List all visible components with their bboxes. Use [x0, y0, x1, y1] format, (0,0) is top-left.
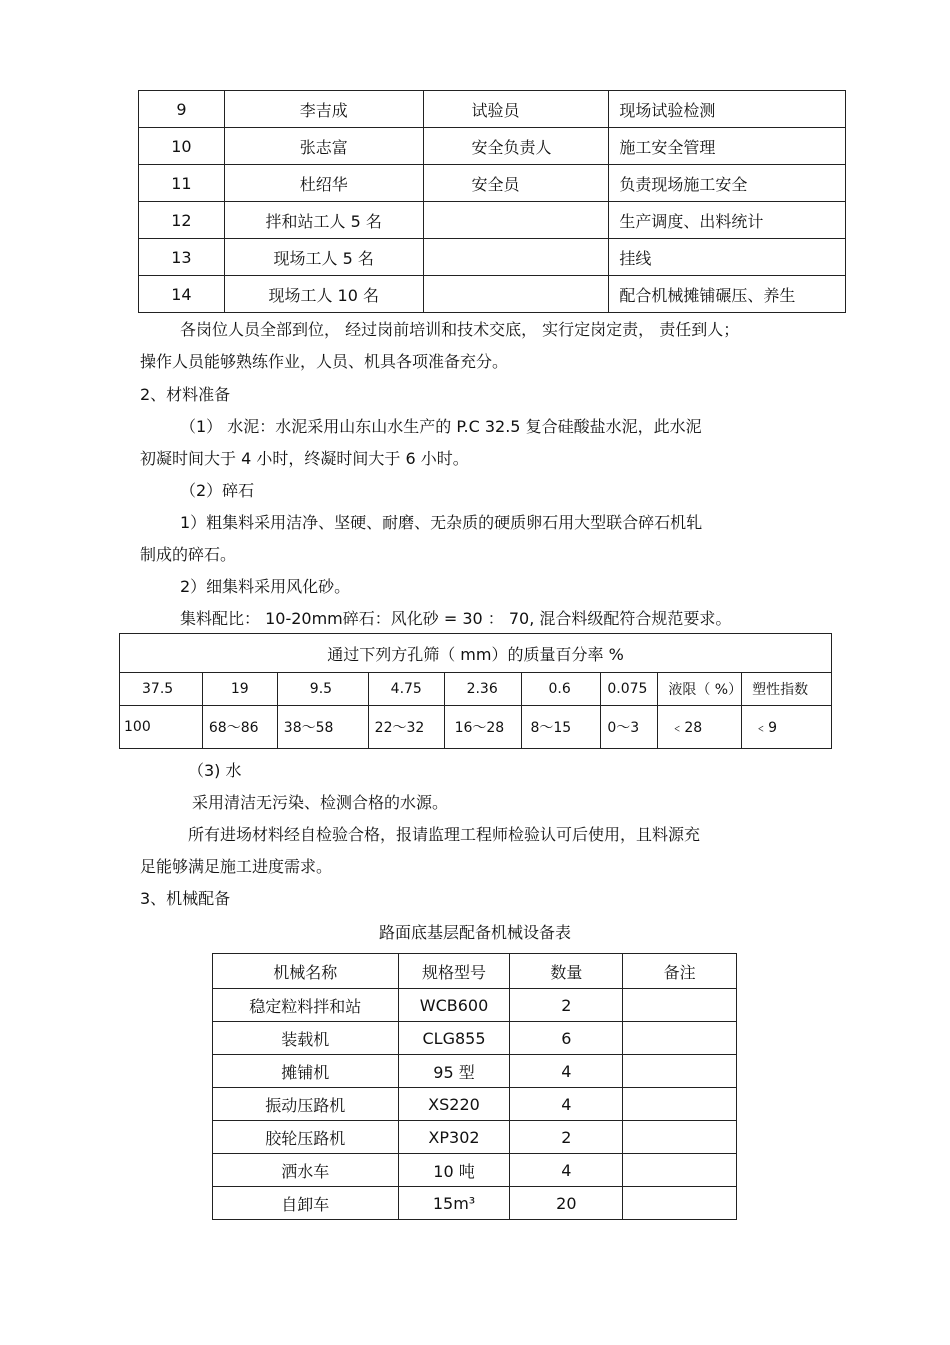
machine-qty: 4 — [510, 1055, 623, 1088]
heading-gravel: （2）碎石 — [180, 481, 255, 500]
heading-materials: 2、材料准备 — [140, 385, 231, 404]
table-row — [213, 1055, 737, 1088]
machine-model: 95 型 — [398, 1055, 510, 1088]
machine-note — [623, 1187, 737, 1220]
sieve-size: 2.36 — [444, 673, 522, 706]
table-row — [213, 1121, 737, 1154]
heading-machinery: 3、机械配备 — [140, 889, 231, 908]
staff-role: 试验员 — [423, 91, 609, 128]
paragraph-fine-aggregate: 2）细集料采用风化砂。 — [180, 577, 351, 596]
machine-qty: 2 — [510, 989, 623, 1022]
staff-name: 杜绍华 — [224, 165, 423, 202]
staff-no: 10 — [139, 128, 225, 165]
staff-no: 9 — [139, 91, 225, 128]
staff-name: 现场工人 5 名 — [224, 239, 423, 276]
staff-duty: 施工安全管理 — [609, 128, 846, 165]
table-row — [213, 1088, 737, 1121]
table-row — [213, 954, 737, 989]
sieve-size: 4.75 — [368, 673, 444, 706]
staff-name: 李吉成 — [224, 91, 423, 128]
paragraph-staff-ready-cont: 操作人员能够熟练作业，人员、机具各项准备充分。 — [140, 352, 509, 371]
staff-role: 安全负责人 — [423, 128, 609, 165]
machine-qty: 6 — [510, 1022, 623, 1055]
machine-note — [623, 1022, 737, 1055]
table-row — [213, 1154, 737, 1187]
staff-duty: 现场试验检测 — [609, 91, 846, 128]
staff-duty: 负责现场施工安全 — [609, 165, 846, 202]
header-model: 规格型号 — [398, 954, 510, 989]
machine-note — [623, 1121, 737, 1154]
paragraph-staff-ready: 各岗位人员全部到位， 经过岗前培训和技术交底， 实行定岗定责， 责任到人； — [180, 320, 740, 339]
plasticity-index-value: ﹤9 — [742, 706, 832, 749]
machine-model: WCB600 — [398, 989, 510, 1022]
machine-name: 稳定粒料拌和站 — [213, 989, 399, 1022]
machine-model: 15m³ — [398, 1187, 510, 1220]
heading-water: （3) 水 — [188, 761, 242, 780]
machine-note — [623, 1154, 737, 1187]
sieve-size: 0.6 — [522, 673, 601, 706]
table-row — [139, 202, 846, 239]
staff-no: 11 — [139, 165, 225, 202]
staff-no: 13 — [139, 239, 225, 276]
passing-percent: 8～15 — [522, 706, 601, 749]
liquid-limit-label: 液限（ %） — [658, 673, 742, 706]
table-row — [120, 673, 832, 706]
machine-table-title: 路面底基层配备机械设备表 — [378, 923, 571, 942]
staff-table — [138, 90, 846, 313]
paragraph-water: 采用清洁无污染、检测合格的水源。 — [192, 793, 449, 812]
header-quantity: 数量 — [510, 954, 623, 989]
table-row — [213, 989, 737, 1022]
machine-note — [623, 1088, 737, 1121]
staff-name: 现场工人 10 名 — [224, 276, 423, 313]
sieve-size: 19 — [202, 673, 277, 706]
staff-role — [423, 276, 609, 313]
table-row — [139, 128, 846, 165]
table-row — [213, 1022, 737, 1055]
staff-name: 拌和站工人 5 名 — [224, 202, 423, 239]
table-row — [120, 706, 832, 749]
paragraph-inspection: 所有进场材料经自检验合格，报请监理工程师检验认可后使用，且料源充 — [188, 825, 701, 844]
passing-percent: 16～28 — [444, 706, 522, 749]
paragraph-inspection-cont: 足能够满足施工进度需求。 — [140, 857, 333, 876]
paragraph-coarse-aggregate-cont: 制成的碎石。 — [140, 545, 237, 564]
table-row — [139, 239, 846, 276]
table-row — [139, 276, 846, 313]
machine-model: XP302 — [398, 1121, 510, 1154]
grading-header: 通过下列方孔筛（ mm）的质量百分率 % — [120, 634, 832, 673]
staff-no: 12 — [139, 202, 225, 239]
machine-note — [623, 1055, 737, 1088]
machine-name: 振动压路机 — [213, 1088, 399, 1121]
header-machine-name: 机械名称 — [213, 954, 399, 989]
machine-qty: 20 — [510, 1187, 623, 1220]
table-row — [139, 165, 846, 202]
staff-duty: 配合机械摊铺碾压、养生 — [609, 276, 846, 313]
sieve-size: 9.5 — [277, 673, 368, 706]
staff-no: 14 — [139, 276, 225, 313]
passing-percent: 68～86 — [202, 706, 277, 749]
machine-table — [212, 953, 737, 1220]
passing-percent: 38～58 — [277, 706, 368, 749]
staff-duty: 生产调度、出料统计 — [609, 202, 846, 239]
machine-name: 自卸车 — [213, 1187, 399, 1220]
machine-name: 装载机 — [213, 1022, 399, 1055]
table-row — [213, 1187, 737, 1220]
machine-name: 洒水车 — [213, 1154, 399, 1187]
machine-qty: 2 — [510, 1121, 623, 1154]
staff-role: 安全员 — [423, 165, 609, 202]
machine-qty: 4 — [510, 1154, 623, 1187]
machine-note — [623, 989, 737, 1022]
table-row — [139, 91, 846, 128]
sieve-size: 37.5 — [120, 673, 203, 706]
table-row — [120, 634, 832, 673]
machine-name: 摊铺机 — [213, 1055, 399, 1088]
liquid-limit-value: ﹤28 — [658, 706, 742, 749]
passing-percent: 22～32 — [368, 706, 444, 749]
passing-percent: 0～3 — [601, 706, 658, 749]
paragraph-cement: （1） 水泥：水泥采用山东山水生产的 P.C 32.5 复合硅酸盐水泥，此水泥 — [180, 417, 702, 436]
paragraph-mix-ratio: 集料配比： 10-20mm碎石：风化砂 = 30 ： 70, 混合料级配符合规范要求。 — [180, 609, 732, 628]
paragraph-coarse-aggregate: 1）粗集料采用洁净、坚硬、耐磨、无杂质的硬质卵石用大型联合碎石机轧 — [180, 513, 703, 532]
staff-role — [423, 202, 609, 239]
passing-percent: 100 — [120, 706, 203, 749]
machine-qty: 4 — [510, 1088, 623, 1121]
machine-model: CLG855 — [398, 1022, 510, 1055]
plasticity-index-label: 塑性指数 — [742, 673, 832, 706]
grading-table — [119, 633, 832, 749]
machine-name: 胶轮压路机 — [213, 1121, 399, 1154]
machine-model: 10 吨 — [398, 1154, 510, 1187]
sieve-size: 0.075 — [601, 673, 658, 706]
header-note: 备注 — [623, 954, 737, 989]
paragraph-cement-cont: 初凝时间大于 4 小时，终凝时间大于 6 小时。 — [140, 449, 469, 468]
staff-role — [423, 239, 609, 276]
staff-duty: 挂线 — [609, 239, 846, 276]
staff-name: 张志富 — [224, 128, 423, 165]
machine-model: XS220 — [398, 1088, 510, 1121]
